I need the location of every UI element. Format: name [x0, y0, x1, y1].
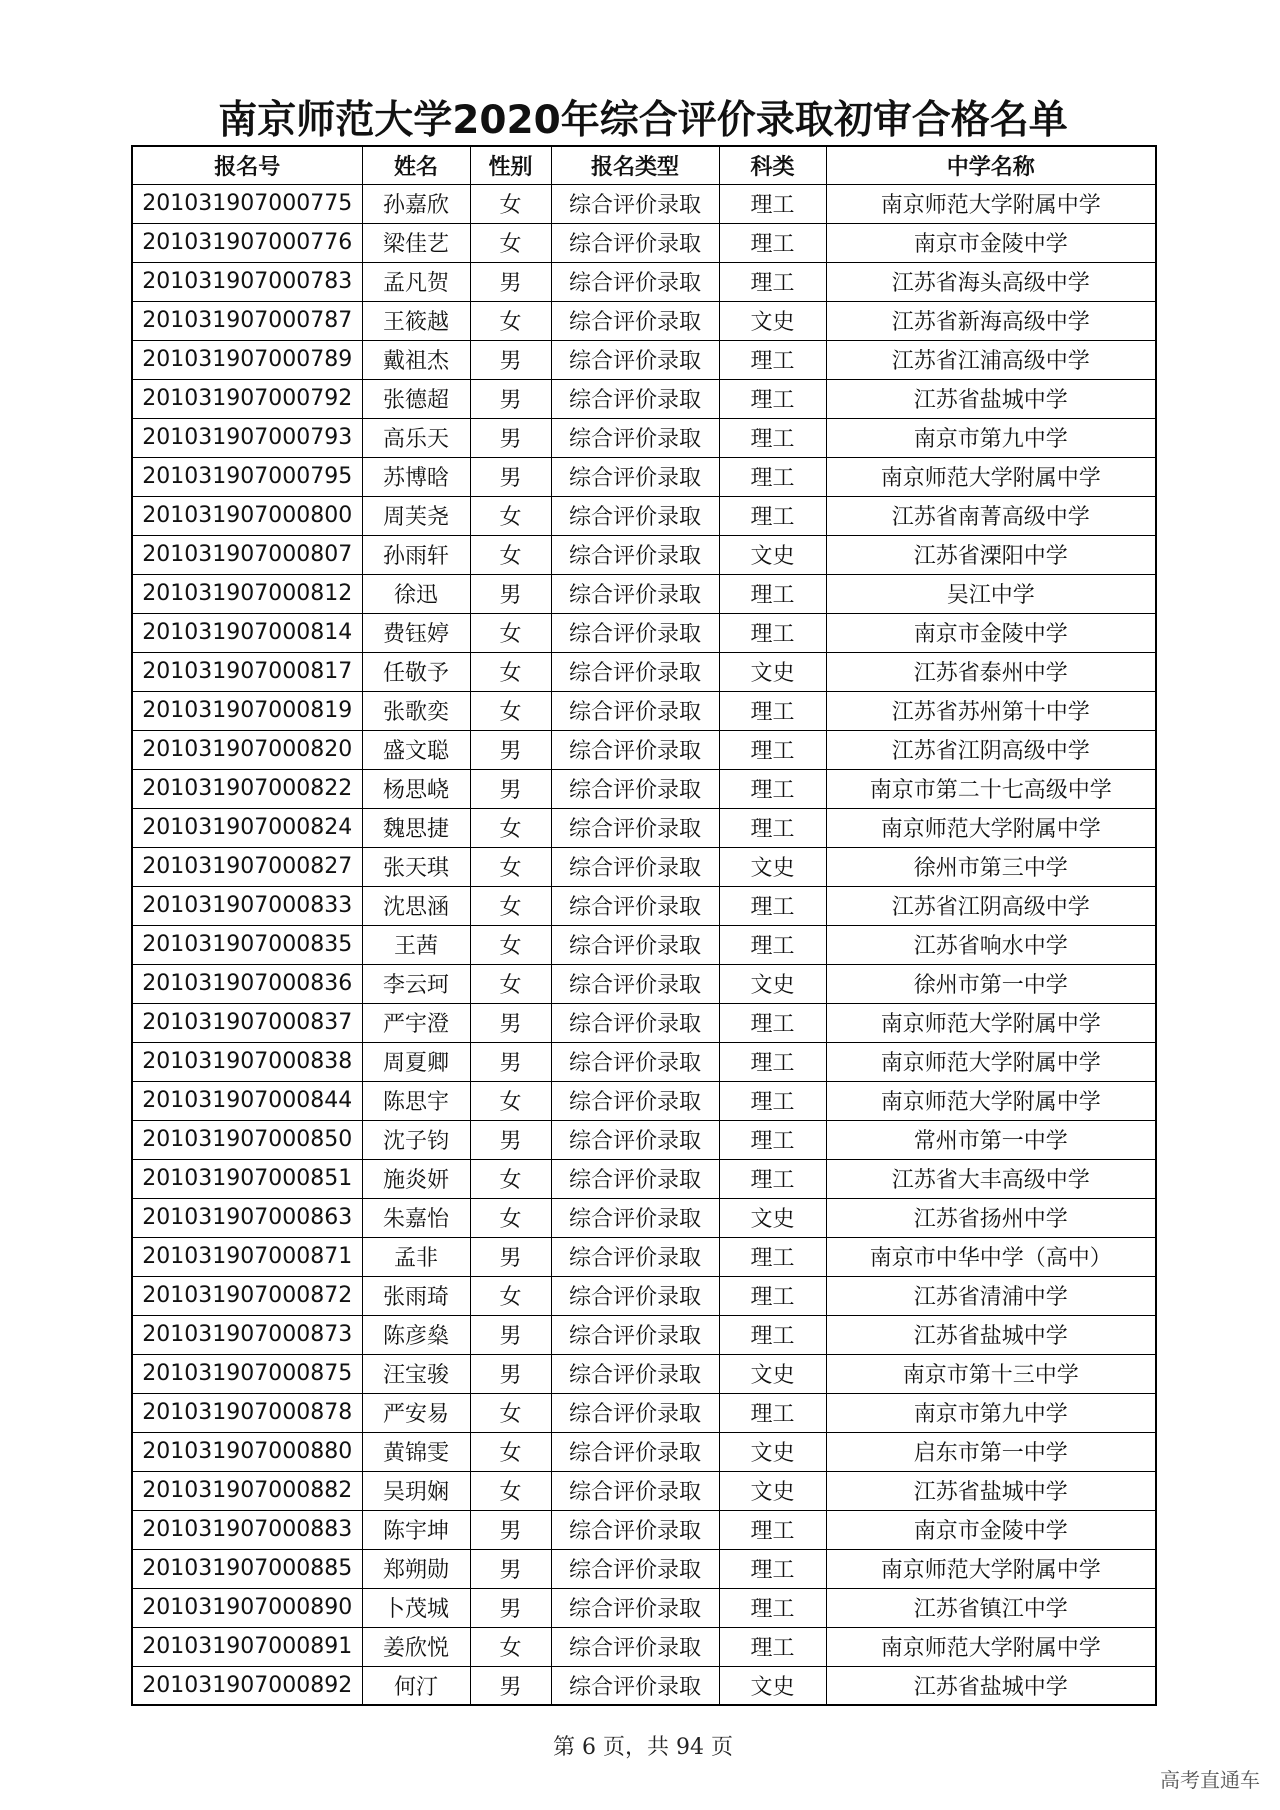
cell-name: 盛文聪 [362, 730, 470, 769]
cell-high-school: 南京师范大学附属中学 [826, 1042, 1156, 1081]
cell-high-school: 江苏省清浦中学 [826, 1276, 1156, 1315]
cell-registration-number: 201031907000873 [132, 1315, 362, 1354]
cell-high-school: 江苏省盐城中学 [826, 379, 1156, 418]
table-row [132, 1588, 1156, 1627]
cell-high-school: 江苏省大丰高级中学 [826, 1159, 1156, 1198]
table-row [132, 1042, 1156, 1081]
cell-application-type: 综合评价录取 [551, 1003, 719, 1042]
table-row [132, 808, 1156, 847]
cell-name: 魏思捷 [362, 808, 470, 847]
cell-name: 梁佳艺 [362, 223, 470, 262]
cell-high-school: 江苏省扬州中学 [826, 1198, 1156, 1237]
cell-subject-category: 理工 [719, 808, 826, 847]
cell-subject-category: 文史 [719, 1354, 826, 1393]
cell-name: 孙雨轩 [362, 535, 470, 574]
cell-high-school: 南京市第十三中学 [826, 1354, 1156, 1393]
cell-application-type: 综合评价录取 [551, 457, 719, 496]
cell-subject-category: 理工 [719, 1315, 826, 1354]
table-row [132, 1159, 1156, 1198]
cell-high-school: 南京师范大学附属中学 [826, 1549, 1156, 1588]
cell-application-type: 综合评价录取 [551, 964, 719, 1003]
cell-subject-category: 理工 [719, 1393, 826, 1432]
cell-name: 张德超 [362, 379, 470, 418]
cell-registration-number: 201031907000836 [132, 964, 362, 1003]
cell-subject-category: 理工 [719, 1237, 826, 1276]
cell-registration-number: 201031907000883 [132, 1510, 362, 1549]
table-row [132, 535, 1156, 574]
cell-registration-number: 201031907000814 [132, 613, 362, 652]
cell-name: 张歌奕 [362, 691, 470, 730]
cell-subject-category: 理工 [719, 340, 826, 379]
cell-application-type: 综合评价录取 [551, 1042, 719, 1081]
cell-subject-category: 理工 [719, 886, 826, 925]
cell-application-type: 综合评价录取 [551, 1081, 719, 1120]
cell-subject-category: 理工 [719, 691, 826, 730]
table-row [132, 1354, 1156, 1393]
cell-name: 王筱越 [362, 301, 470, 340]
cell-gender: 女 [470, 808, 551, 847]
cell-application-type: 综合评价录取 [551, 1315, 719, 1354]
cell-high-school: 南京师范大学附属中学 [826, 1081, 1156, 1120]
cell-registration-number: 201031907000789 [132, 340, 362, 379]
cell-registration-number: 201031907000783 [132, 262, 362, 301]
cell-registration-number: 201031907000880 [132, 1432, 362, 1471]
cell-gender: 女 [470, 1159, 551, 1198]
cell-gender: 女 [470, 886, 551, 925]
cell-subject-category: 文史 [719, 301, 826, 340]
cell-high-school: 江苏省南菁高级中学 [826, 496, 1156, 535]
cell-application-type: 综合评价录取 [551, 1627, 719, 1666]
cell-application-type: 综合评价录取 [551, 1666, 719, 1705]
cell-gender: 男 [470, 730, 551, 769]
cell-high-school: 南京师范大学附属中学 [826, 184, 1156, 223]
cell-high-school: 江苏省镇江中学 [826, 1588, 1156, 1627]
cell-registration-number: 201031907000792 [132, 379, 362, 418]
cell-registration-number: 201031907000892 [132, 1666, 362, 1705]
cell-registration-number: 201031907000775 [132, 184, 362, 223]
cell-name: 王茜 [362, 925, 470, 964]
cell-subject-category: 文史 [719, 535, 826, 574]
cell-gender: 男 [470, 340, 551, 379]
table-row [132, 730, 1156, 769]
table-row [132, 184, 1156, 223]
cell-gender: 男 [470, 769, 551, 808]
cell-subject-category: 理工 [719, 184, 826, 223]
header-application-type: 报名类型 [551, 146, 719, 184]
cell-application-type: 综合评价录取 [551, 1354, 719, 1393]
cell-name: 陈思宇 [362, 1081, 470, 1120]
cell-name: 陈彦燊 [362, 1315, 470, 1354]
table-body [132, 184, 1156, 1705]
cell-application-type: 综合评价录取 [551, 1198, 719, 1237]
cell-subject-category: 文史 [719, 1198, 826, 1237]
cell-application-type: 综合评价录取 [551, 340, 719, 379]
cell-high-school: 江苏省新海高级中学 [826, 301, 1156, 340]
cell-subject-category: 理工 [719, 1081, 826, 1120]
cell-high-school: 江苏省江阴高级中学 [826, 730, 1156, 769]
cell-gender: 女 [470, 1432, 551, 1471]
cell-subject-category: 理工 [719, 262, 826, 301]
table-header-row [132, 146, 1156, 184]
cell-subject-category: 理工 [719, 1276, 826, 1315]
table-row [132, 301, 1156, 340]
cell-gender: 女 [470, 1627, 551, 1666]
cell-registration-number: 201031907000885 [132, 1549, 362, 1588]
table-row [132, 496, 1156, 535]
cell-subject-category: 文史 [719, 964, 826, 1003]
table-row [132, 1003, 1156, 1042]
table-row [132, 1432, 1156, 1471]
cell-registration-number: 201031907000878 [132, 1393, 362, 1432]
cell-name: 徐迅 [362, 574, 470, 613]
cell-gender: 女 [470, 1081, 551, 1120]
cell-subject-category: 理工 [719, 457, 826, 496]
cell-registration-number: 201031907000776 [132, 223, 362, 262]
table-row [132, 457, 1156, 496]
cell-application-type: 综合评价录取 [551, 574, 719, 613]
cell-application-type: 综合评价录取 [551, 1237, 719, 1276]
cell-gender: 女 [470, 223, 551, 262]
table-row [132, 1549, 1156, 1588]
cell-registration-number: 201031907000875 [132, 1354, 362, 1393]
cell-registration-number: 201031907000795 [132, 457, 362, 496]
cell-application-type: 综合评价录取 [551, 223, 719, 262]
table-row [132, 574, 1156, 613]
cell-application-type: 综合评价录取 [551, 613, 719, 652]
table-row [132, 847, 1156, 886]
cell-name: 沈子钧 [362, 1120, 470, 1159]
cell-registration-number: 201031907000835 [132, 925, 362, 964]
cell-gender: 男 [470, 1588, 551, 1627]
cell-subject-category: 文史 [719, 847, 826, 886]
cell-application-type: 综合评价录取 [551, 1159, 719, 1198]
cell-gender: 男 [470, 1315, 551, 1354]
cell-gender: 男 [470, 418, 551, 457]
cell-application-type: 综合评价录取 [551, 379, 719, 418]
cell-name: 任敬予 [362, 652, 470, 691]
cell-application-type: 综合评价录取 [551, 1549, 719, 1588]
cell-subject-category: 理工 [719, 769, 826, 808]
table-row [132, 1276, 1156, 1315]
cell-gender: 女 [470, 301, 551, 340]
header-high-school: 中学名称 [826, 146, 1156, 184]
cell-high-school: 启东市第一中学 [826, 1432, 1156, 1471]
header-name: 姓名 [362, 146, 470, 184]
cell-subject-category: 理工 [719, 1510, 826, 1549]
table-row [132, 691, 1156, 730]
table-row [132, 964, 1156, 1003]
cell-gender: 女 [470, 925, 551, 964]
table-row [132, 262, 1156, 301]
cell-subject-category: 文史 [719, 1666, 826, 1705]
cell-gender: 女 [470, 496, 551, 535]
cell-high-school: 南京市第九中学 [826, 418, 1156, 457]
header-subject-category: 科类 [719, 146, 826, 184]
cell-high-school: 徐州市第三中学 [826, 847, 1156, 886]
cell-application-type: 综合评价录取 [551, 1393, 719, 1432]
cell-gender: 男 [470, 1666, 551, 1705]
cell-application-type: 综合评价录取 [551, 184, 719, 223]
watermark: 高考直通车 [1160, 1768, 1260, 1792]
cell-gender: 男 [470, 574, 551, 613]
cell-subject-category: 理工 [719, 1588, 826, 1627]
cell-high-school: 江苏省江阴高级中学 [826, 886, 1156, 925]
cell-registration-number: 201031907000819 [132, 691, 362, 730]
cell-name: 杨思峣 [362, 769, 470, 808]
cell-registration-number: 201031907000851 [132, 1159, 362, 1198]
cell-gender: 男 [470, 1003, 551, 1042]
cell-application-type: 综合评价录取 [551, 1432, 719, 1471]
cell-name: 周夏卿 [362, 1042, 470, 1081]
cell-high-school: 南京市金陵中学 [826, 1510, 1156, 1549]
cell-name: 周芙尧 [362, 496, 470, 535]
cell-registration-number: 201031907000838 [132, 1042, 362, 1081]
cell-gender: 女 [470, 847, 551, 886]
cell-gender: 女 [470, 691, 551, 730]
cell-registration-number: 201031907000824 [132, 808, 362, 847]
cell-gender: 男 [470, 1354, 551, 1393]
table-row [132, 223, 1156, 262]
cell-name: 严安易 [362, 1393, 470, 1432]
cell-high-school: 南京市中华中学（高中） [826, 1237, 1156, 1276]
table-row [132, 886, 1156, 925]
cell-name: 施炎妍 [362, 1159, 470, 1198]
cell-registration-number: 201031907000837 [132, 1003, 362, 1042]
cell-high-school: 南京师范大学附属中学 [826, 1003, 1156, 1042]
cell-registration-number: 201031907000793 [132, 418, 362, 457]
cell-application-type: 综合评价录取 [551, 925, 719, 964]
cell-application-type: 综合评价录取 [551, 730, 719, 769]
cell-high-school: 南京市第二十七高级中学 [826, 769, 1156, 808]
cell-registration-number: 201031907000800 [132, 496, 362, 535]
cell-subject-category: 理工 [719, 379, 826, 418]
cell-name: 沈思涵 [362, 886, 470, 925]
cell-gender: 女 [470, 1198, 551, 1237]
cell-name: 卜茂城 [362, 1588, 470, 1627]
table-row [132, 1081, 1156, 1120]
table-row [132, 418, 1156, 457]
cell-registration-number: 201031907000833 [132, 886, 362, 925]
cell-application-type: 综合评价录取 [551, 808, 719, 847]
cell-application-type: 综合评价录取 [551, 301, 719, 340]
table-row [132, 1315, 1156, 1354]
cell-high-school: 江苏省响水中学 [826, 925, 1156, 964]
cell-name: 张天琪 [362, 847, 470, 886]
admission-list-table [131, 145, 1157, 1706]
table-row [132, 379, 1156, 418]
cell-registration-number: 201031907000844 [132, 1081, 362, 1120]
cell-registration-number: 201031907000891 [132, 1627, 362, 1666]
cell-subject-category: 文史 [719, 1432, 826, 1471]
cell-name: 张雨琦 [362, 1276, 470, 1315]
cell-subject-category: 理工 [719, 1159, 826, 1198]
table-row [132, 1471, 1156, 1510]
cell-name: 汪宝骏 [362, 1354, 470, 1393]
cell-gender: 男 [470, 457, 551, 496]
cell-application-type: 综合评价录取 [551, 535, 719, 574]
cell-name: 朱嘉怡 [362, 1198, 470, 1237]
cell-application-type: 综合评价录取 [551, 769, 719, 808]
cell-application-type: 综合评价录取 [551, 691, 719, 730]
cell-subject-category: 理工 [719, 1042, 826, 1081]
cell-subject-category: 理工 [719, 574, 826, 613]
cell-name: 吴玥娴 [362, 1471, 470, 1510]
cell-name: 费钰婷 [362, 613, 470, 652]
table-row [132, 1510, 1156, 1549]
cell-gender: 女 [470, 1393, 551, 1432]
cell-subject-category: 理工 [719, 730, 826, 769]
cell-subject-category: 理工 [719, 925, 826, 964]
cell-high-school: 江苏省盐城中学 [826, 1471, 1156, 1510]
cell-high-school: 江苏省泰州中学 [826, 652, 1156, 691]
cell-subject-category: 文史 [719, 652, 826, 691]
table-row [132, 1120, 1156, 1159]
cell-registration-number: 201031907000890 [132, 1588, 362, 1627]
cell-name: 苏博晗 [362, 457, 470, 496]
table-row [132, 340, 1156, 379]
cell-gender: 女 [470, 184, 551, 223]
table-row [132, 1393, 1156, 1432]
cell-subject-category: 理工 [719, 613, 826, 652]
cell-registration-number: 201031907000882 [132, 1471, 362, 1510]
cell-subject-category: 文史 [719, 1471, 826, 1510]
cell-subject-category: 理工 [719, 418, 826, 457]
cell-high-school: 徐州市第一中学 [826, 964, 1156, 1003]
table-row [132, 769, 1156, 808]
cell-registration-number: 201031907000850 [132, 1120, 362, 1159]
cell-high-school: 南京市金陵中学 [826, 613, 1156, 652]
cell-application-type: 综合评价录取 [551, 652, 719, 691]
cell-application-type: 综合评价录取 [551, 496, 719, 535]
cell-gender: 女 [470, 1471, 551, 1510]
cell-name: 严宇澄 [362, 1003, 470, 1042]
cell-application-type: 综合评价录取 [551, 847, 719, 886]
cell-gender: 男 [470, 1120, 551, 1159]
cell-gender: 女 [470, 535, 551, 574]
cell-gender: 女 [470, 1276, 551, 1315]
cell-gender: 男 [470, 1237, 551, 1276]
table-row [132, 613, 1156, 652]
cell-high-school: 南京市第九中学 [826, 1393, 1156, 1432]
header-gender: 性别 [470, 146, 551, 184]
cell-high-school: 江苏省海头高级中学 [826, 262, 1156, 301]
cell-high-school: 南京市金陵中学 [826, 223, 1156, 262]
cell-registration-number: 201031907000817 [132, 652, 362, 691]
cell-name: 郑朔勋 [362, 1549, 470, 1588]
cell-name: 何汀 [362, 1666, 470, 1705]
cell-name: 陈宇坤 [362, 1510, 470, 1549]
cell-registration-number: 201031907000820 [132, 730, 362, 769]
cell-registration-number: 201031907000812 [132, 574, 362, 613]
cell-registration-number: 201031907000787 [132, 301, 362, 340]
cell-gender: 男 [470, 379, 551, 418]
table-row [132, 1237, 1156, 1276]
header-registration-number: 报名号 [132, 146, 362, 184]
cell-gender: 男 [470, 1510, 551, 1549]
table-row [132, 1666, 1156, 1705]
cell-high-school: 南京师范大学附属中学 [826, 1627, 1156, 1666]
cell-application-type: 综合评价录取 [551, 1276, 719, 1315]
table-row [132, 652, 1156, 691]
cell-name: 李云珂 [362, 964, 470, 1003]
cell-subject-category: 理工 [719, 1003, 826, 1042]
cell-high-school: 南京师范大学附属中学 [826, 808, 1156, 847]
cell-application-type: 综合评价录取 [551, 1588, 719, 1627]
page-number: 第 6 页，共 94 页 [553, 1735, 733, 1760]
cell-high-school: 江苏省江浦高级中学 [826, 340, 1156, 379]
cell-high-school: 南京师范大学附属中学 [826, 457, 1156, 496]
cell-high-school: 江苏省苏州第十中学 [826, 691, 1156, 730]
cell-subject-category: 理工 [719, 1627, 826, 1666]
cell-subject-category: 理工 [719, 1120, 826, 1159]
cell-high-school: 江苏省盐城中学 [826, 1666, 1156, 1705]
cell-registration-number: 201031907000871 [132, 1237, 362, 1276]
cell-application-type: 综合评价录取 [551, 1120, 719, 1159]
cell-registration-number: 201031907000822 [132, 769, 362, 808]
cell-gender: 女 [470, 964, 551, 1003]
cell-registration-number: 201031907000827 [132, 847, 362, 886]
cell-high-school: 吴江中学 [826, 574, 1156, 613]
cell-application-type: 综合评价录取 [551, 1510, 719, 1549]
cell-registration-number: 201031907000807 [132, 535, 362, 574]
cell-application-type: 综合评价录取 [551, 886, 719, 925]
cell-gender: 女 [470, 652, 551, 691]
cell-high-school: 常州市第一中学 [826, 1120, 1156, 1159]
cell-name: 孟凡贺 [362, 262, 470, 301]
cell-registration-number: 201031907000863 [132, 1198, 362, 1237]
cell-name: 姜欣悦 [362, 1627, 470, 1666]
document-title: 南京师范大学2020年综合评价录取初审合格名单 [218, 98, 1068, 143]
cell-subject-category: 理工 [719, 223, 826, 262]
cell-name: 黄锦雯 [362, 1432, 470, 1471]
cell-application-type: 综合评价录取 [551, 1471, 719, 1510]
cell-gender: 男 [470, 1549, 551, 1588]
cell-registration-number: 201031907000872 [132, 1276, 362, 1315]
cell-application-type: 综合评价录取 [551, 418, 719, 457]
cell-name: 高乐天 [362, 418, 470, 457]
cell-gender: 男 [470, 1042, 551, 1081]
cell-high-school: 江苏省溧阳中学 [826, 535, 1156, 574]
cell-application-type: 综合评价录取 [551, 262, 719, 301]
cell-gender: 女 [470, 613, 551, 652]
cell-name: 戴祖杰 [362, 340, 470, 379]
cell-name: 孟非 [362, 1237, 470, 1276]
table-row [132, 1198, 1156, 1237]
cell-subject-category: 理工 [719, 496, 826, 535]
table-row [132, 925, 1156, 964]
table-row [132, 1627, 1156, 1666]
cell-high-school: 江苏省盐城中学 [826, 1315, 1156, 1354]
cell-gender: 男 [470, 262, 551, 301]
cell-name: 孙嘉欣 [362, 184, 470, 223]
cell-subject-category: 理工 [719, 1549, 826, 1588]
